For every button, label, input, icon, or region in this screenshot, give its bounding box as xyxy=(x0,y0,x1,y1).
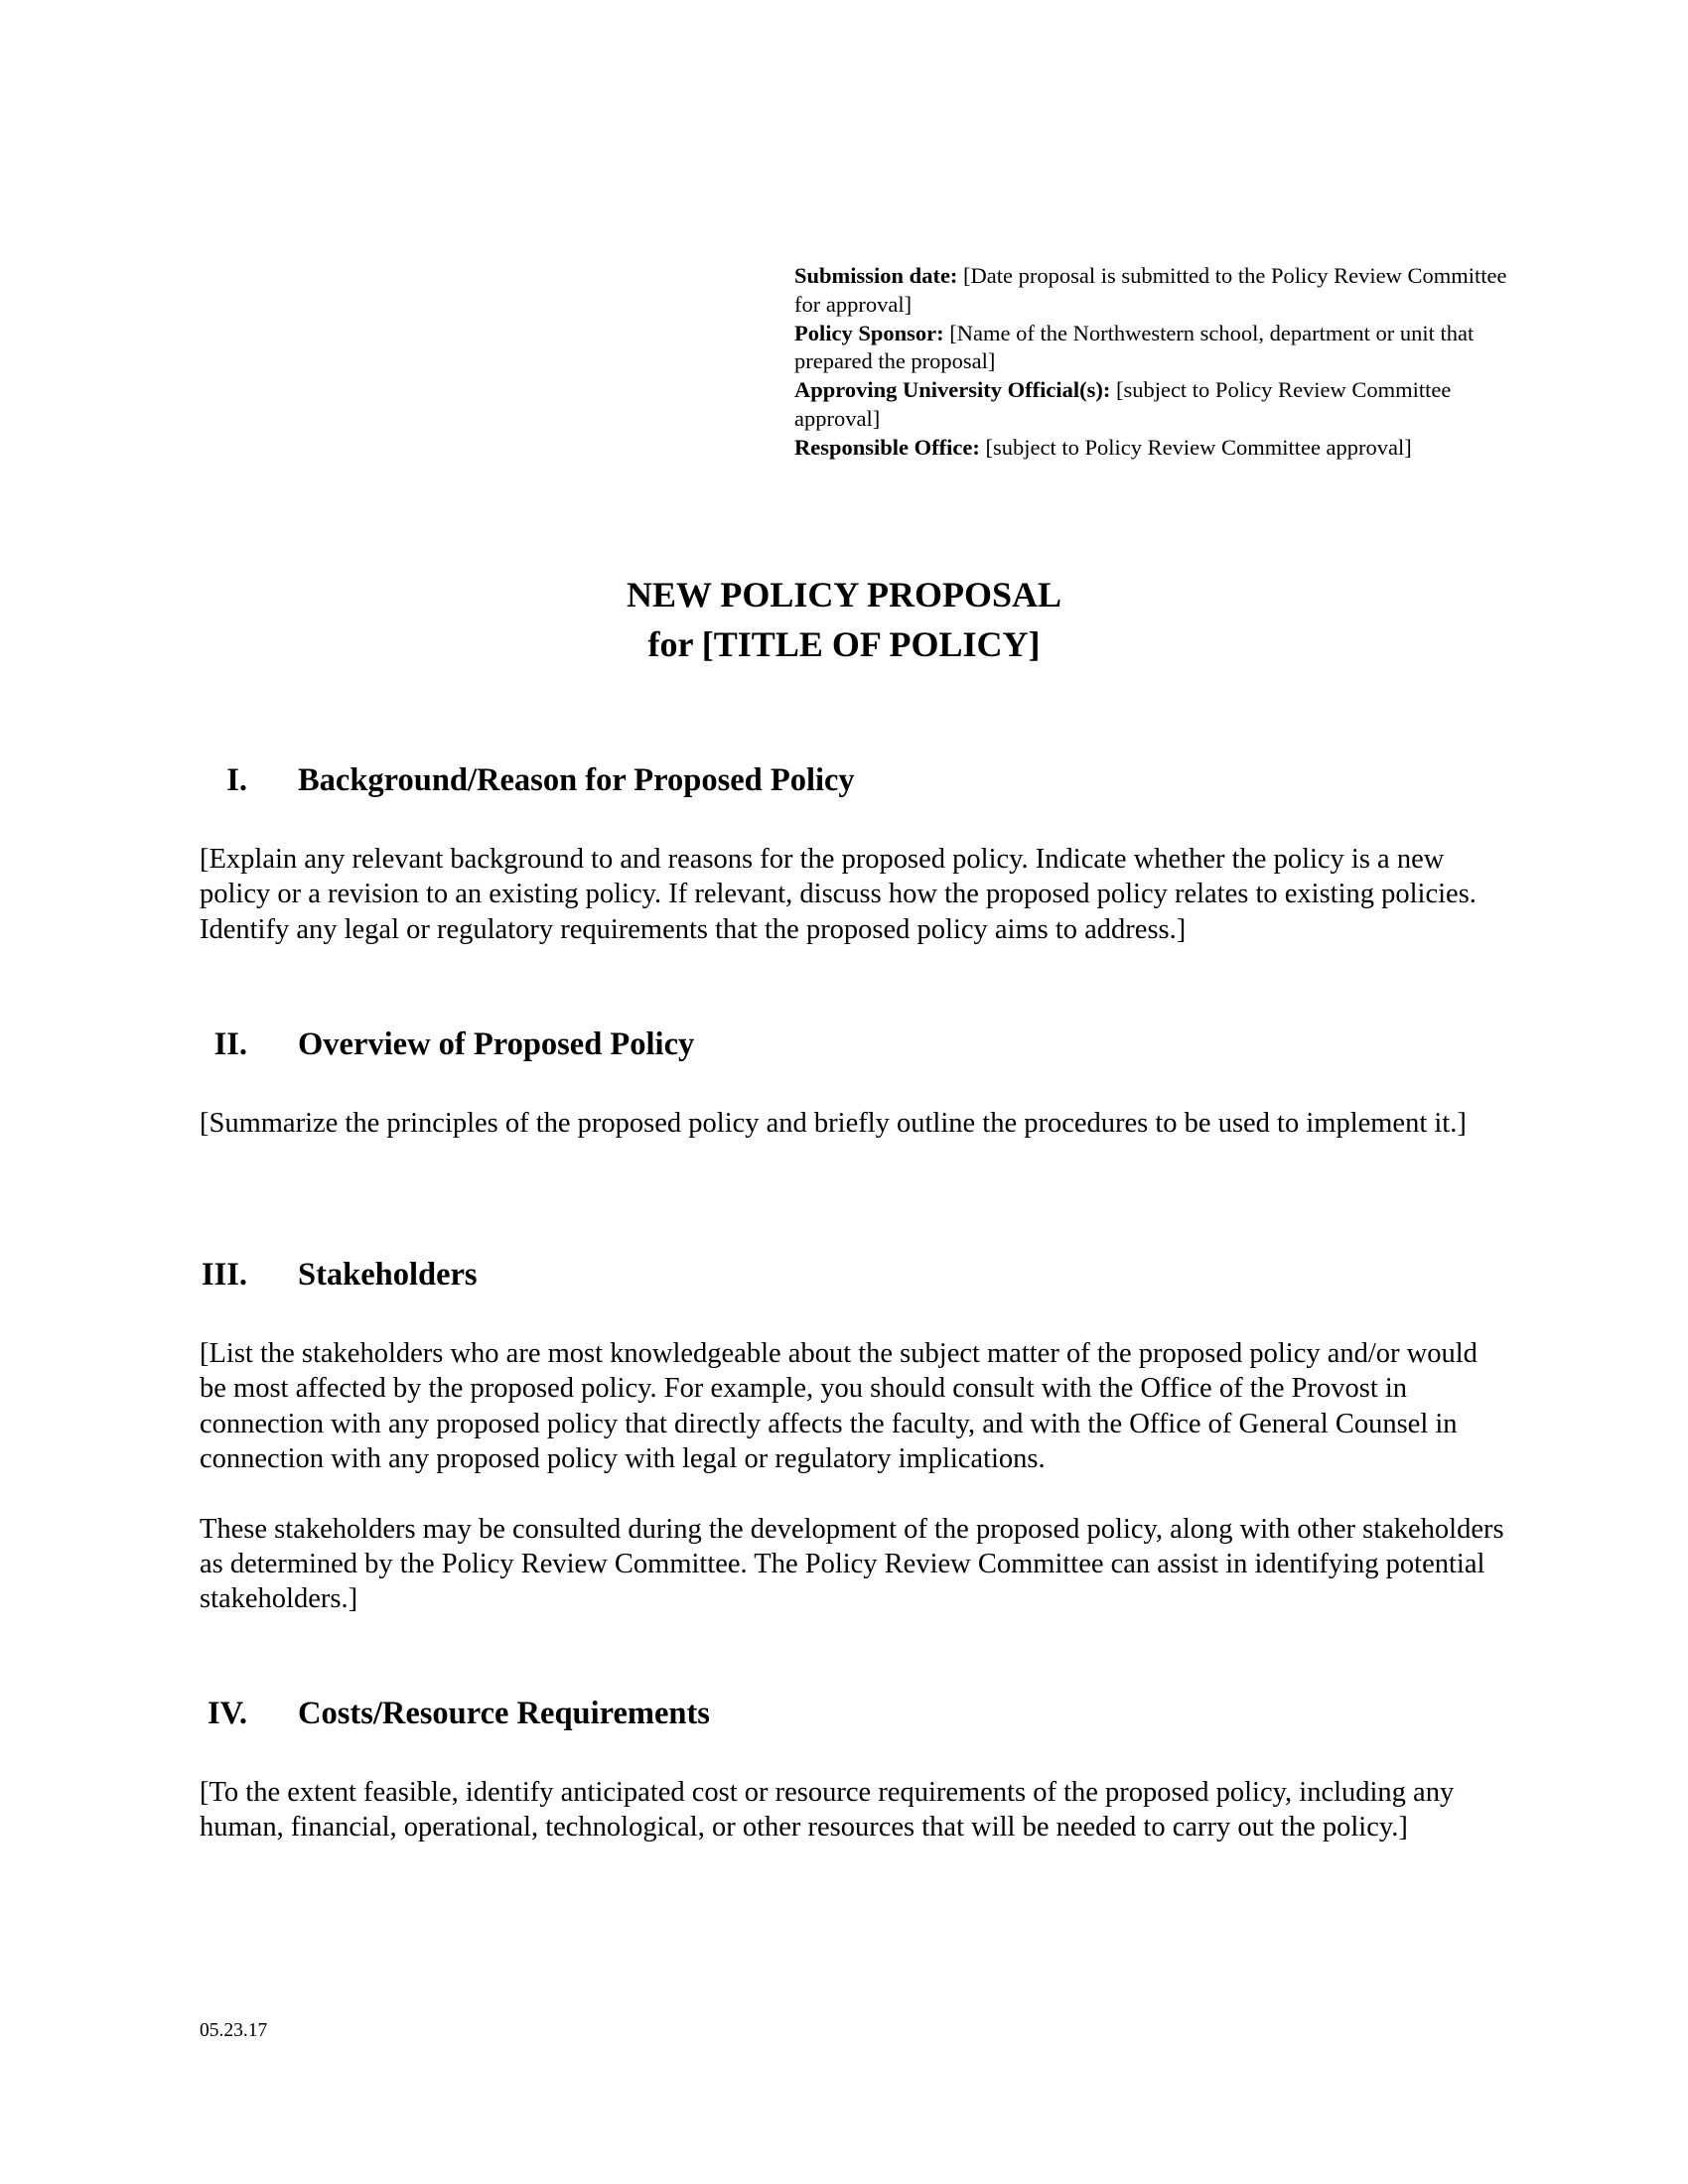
meta-policy-sponsor xyxy=(794,320,1509,377)
meta-submission-date xyxy=(794,262,1509,320)
section-body xyxy=(200,1775,1510,1845)
section-background xyxy=(200,758,1510,947)
section-stakeholders xyxy=(200,1253,1510,1617)
section-paragraph: These stakeholders may be consulted during the development of the proposed policy, along with other stakeholders as determined by the Policy Review Committee. The Policy Review Committee can assist in identifying potential stakeholders.] xyxy=(200,1513,1504,1615)
section-paragraph: [Summarize the principles of the proposed policy and briefly outline the procedures to be used to implement it.] xyxy=(200,1108,1467,1139)
section-heading xyxy=(200,1692,1510,1735)
title-line-2: for [TITLE OF POLICY] xyxy=(647,624,1041,664)
meta-label: Policy Sponsor: xyxy=(794,320,944,345)
meta-approving-official xyxy=(794,376,1509,434)
section-numeral: II. xyxy=(213,1026,247,1062)
section-body xyxy=(200,1336,1510,1617)
section-title: Costs/Resource Requirements xyxy=(298,1696,710,1731)
submission-metadata xyxy=(794,262,1509,463)
meta-value: [Date proposal is submitted to the Policy Review Committee for approval] xyxy=(794,263,1507,317)
section-paragraph: [Explain any relevant background to and reasons for the proposed policy. Indicate whether the policy is a new policy or a revision to an existing policy. If relevant, discuss how the proposed policy relates to existing policies. Identify any legal or regulatory requirements that the proposed policy aims to address.] xyxy=(200,844,1477,945)
section-body xyxy=(200,842,1510,947)
section-heading xyxy=(200,758,1510,802)
meta-value: [Name of the Northwestern school, department or unit that prepared the proposal] xyxy=(794,320,1475,374)
section-body xyxy=(200,1106,1510,1141)
section-costs xyxy=(200,1692,1510,1845)
section-numeral: III. xyxy=(201,1257,247,1293)
meta-value: [subject to Policy Review Committee approval] xyxy=(979,434,1412,460)
section-title: Background/Reason for Proposed Policy xyxy=(298,762,855,798)
footer-date: 05.23.17 xyxy=(200,2020,268,2041)
meta-label: Responsible Office: xyxy=(794,434,980,460)
meta-label: Approving University Official(s): xyxy=(794,377,1111,403)
section-title: Overview of Proposed Policy xyxy=(298,1026,695,1062)
section-numeral: IV. xyxy=(207,1696,247,1731)
section-title: Stakeholders xyxy=(298,1257,478,1293)
document-title xyxy=(0,570,1688,669)
section-overview xyxy=(200,1023,1510,1141)
meta-value: [subject to Policy Review Committee approval] xyxy=(794,377,1452,431)
section-paragraph: [List the stakeholders who are most knowledgeable about the subject matter of the proposed policy and/or would be most affected by the proposed policy. For example, you should consult with the Office of the Provost in connection with any proposed policy that directly affects the faculty, and with the Office of General Counsel in connection with any proposed policy with legal or regulatory implications. xyxy=(200,1338,1477,1475)
meta-label: Submission date: xyxy=(794,263,958,288)
section-heading xyxy=(200,1023,1510,1066)
section-numeral: I. xyxy=(226,762,247,798)
meta-responsible-office xyxy=(794,434,1509,463)
section-paragraph: [To the extent feasible, identify anticipated cost or resource requirements of the proposed policy, including any human, financial, operational, technological, or other resources that will be needed to carry out the policy.] xyxy=(200,1777,1455,1843)
title-line-1: NEW POLICY PROPOSAL xyxy=(626,575,1062,614)
section-heading xyxy=(200,1253,1510,1297)
